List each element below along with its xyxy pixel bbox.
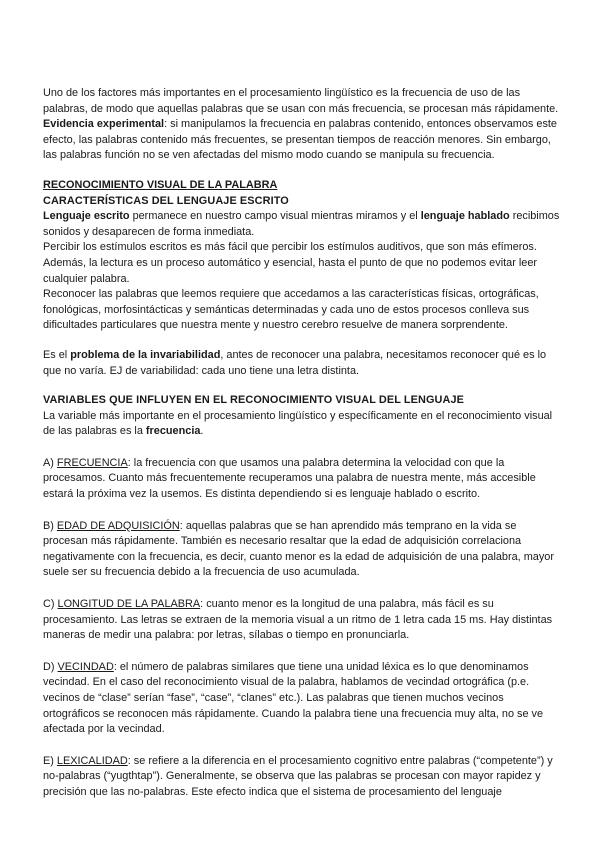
item-prefix: E) xyxy=(43,754,57,767)
item-term: LONGITUD DE LA PALABRA xyxy=(57,598,201,611)
document-body xyxy=(43,86,561,801)
variable-item-longitud xyxy=(43,597,561,644)
item-term: FRECUENCIA xyxy=(56,456,128,469)
written-language-end: recibimos sonidos y desaparecen de forma inmediata. xyxy=(43,210,560,238)
invariability-term: problema de la invariabilidad xyxy=(70,348,221,361)
written-language-mid: permanece en nuestro campo visual mientras miramos y el xyxy=(129,210,421,223)
stimuli-paragraph: Percibir los estímulos escritos es más fácil que percibir los estímulos auditivos, que son más efímeros. Además, la lectura es un proceso automático y esencial, hasta el punto de que no podemos evitar leer cualquier palabra. xyxy=(43,241,538,285)
spoken-language-term: lenguaje hablado xyxy=(420,210,510,223)
variables-intro-end: . xyxy=(200,425,204,438)
variables-intro-start: La variable más importante en el procesamiento lingüístico y específicamente en el reconocimiento visual de las palabras es la xyxy=(43,409,553,438)
evidence-label: Evidencia experimental xyxy=(43,118,165,131)
item-prefix: B) xyxy=(43,519,57,532)
frequency-term: frecuencia xyxy=(145,425,201,438)
variable-item-lexicalidad xyxy=(43,754,561,801)
evidence-paragraph xyxy=(43,117,561,164)
invariability-start: Es el xyxy=(43,348,71,361)
item-prefix: D) xyxy=(43,660,58,673)
variables-intro-paragraph xyxy=(43,409,561,440)
invariability-end: , antes de reconocer una palabra, necesitamos reconocer qué es lo que no varía. EJ de variabilidad: cada uno tiene una letra distinta. xyxy=(43,348,547,377)
item-text: : se refiere a la diferencia en el procesamiento cognitivo entre palabras (“competente”) y no-palabras (“yugthtap”). Generalmente, se observa que las palabras se procesan con mayor rapidez y precisión que las no-palabras. Este efecto indica que el sistema de procesamiento del lenguaje xyxy=(43,754,553,798)
evidence-text: : si manipulamos la frecuencia en palabras contenido, entonces observamos este efecto, las palabras contenido más frecuentes, se presentan tiempos de reacción menores. Sin embargo, las palabras función no se ven afectadas del mismo modo cuando se manipula su frecuencia. xyxy=(43,118,557,162)
section-subtitle-lenguaje-escrito: CARACTERÍSTICAS DEL LENGUAJE ESCRITO xyxy=(43,194,289,207)
invariability-paragraph xyxy=(43,348,561,379)
item-prefix: A) xyxy=(43,456,57,469)
recognition-paragraph: Reconocer las palabras que leemos requiere que accedamos a las características físicas, ortográficas, fonológicas, morfosintácticas y semánticas determinadas y cada uno de estos procesos conlleva sus dificultades particulares que nuestra mente y nuestro cerebro resuelve de manera sorprendente. xyxy=(43,288,539,332)
item-text: : la frecuencia con que usamos una palabra determina la velocidad con que la procesamos. Cuanto más frecuentemente recuperamos una palabra de nuestra mente, más accesible estará la próxima vez la usemos. Es distinta dependiendo si es lenguaje hablado o escrito. xyxy=(43,456,536,501)
item-text: : aquellas palabras que se han aprendido más temprano en la vida se procesan más rápidamente. También es necesario resaltar que la edad de adquisición correlaciona negativamente con la frecuencia, es decir, cuanto menor es la edad de adquisición de una palabra, mayor suele ser su frecuencia debido a la frecuencia de uso acumulada. xyxy=(43,519,554,579)
item-term: LEXICALIDAD xyxy=(56,754,128,767)
intro-paragraph: Uno de los factores más importantes en el procesamiento lingüístico es la frecuencia de uso de las palabras, de modo que aquellas palabras que se usan con más frecuencia, se procesan más rápidamente. xyxy=(43,87,559,115)
written-language-paragraph xyxy=(43,209,561,240)
section-title-variables: VARIABLES QUE INFLUYEN EN EL RECONOCIMIENTO VISUAL DEL LENGUAJE xyxy=(43,394,464,407)
item-prefix: C) xyxy=(43,598,58,611)
section-title-reconocimiento: RECONOCIMIENTO VISUAL DE LA PALABRA xyxy=(43,178,278,191)
variable-item-frecuencia xyxy=(43,456,561,503)
variable-item-vecindad xyxy=(43,660,561,738)
variable-item-edad-adquisicion xyxy=(43,519,561,581)
item-text: : cuanto menor es la longitud de una palabra, más fácil es su procesamiento. Las letras se extraen de la memoria visual a un ritmo de 1 letra cada 15 ms. Hay distintas maneras de medir una palabra: por letras, sílabas o tiempo en pronunciarla. xyxy=(43,598,553,642)
item-text: : el número de palabras similares que tiene una unidad léxica es lo que denominamos vecindad. En el caso del reconocimiento visual de la palabra, hablamos de vecindad ortográfica (p.e. vecinos de “clase” serían “fase”, “case”, “clanes” etc.). Las palabras que tienen muchos vecinos ortográficos se reconocen más rápidamente. Cuando la palabra tiene una frecuencia muy alta, no se ve afectada por la vecindad. xyxy=(43,660,544,736)
item-term: EDAD DE ADQUISICIÓN xyxy=(56,519,180,532)
written-language-term: Lenguaje escrito xyxy=(43,210,130,223)
item-term: VECINDAD xyxy=(57,660,114,673)
